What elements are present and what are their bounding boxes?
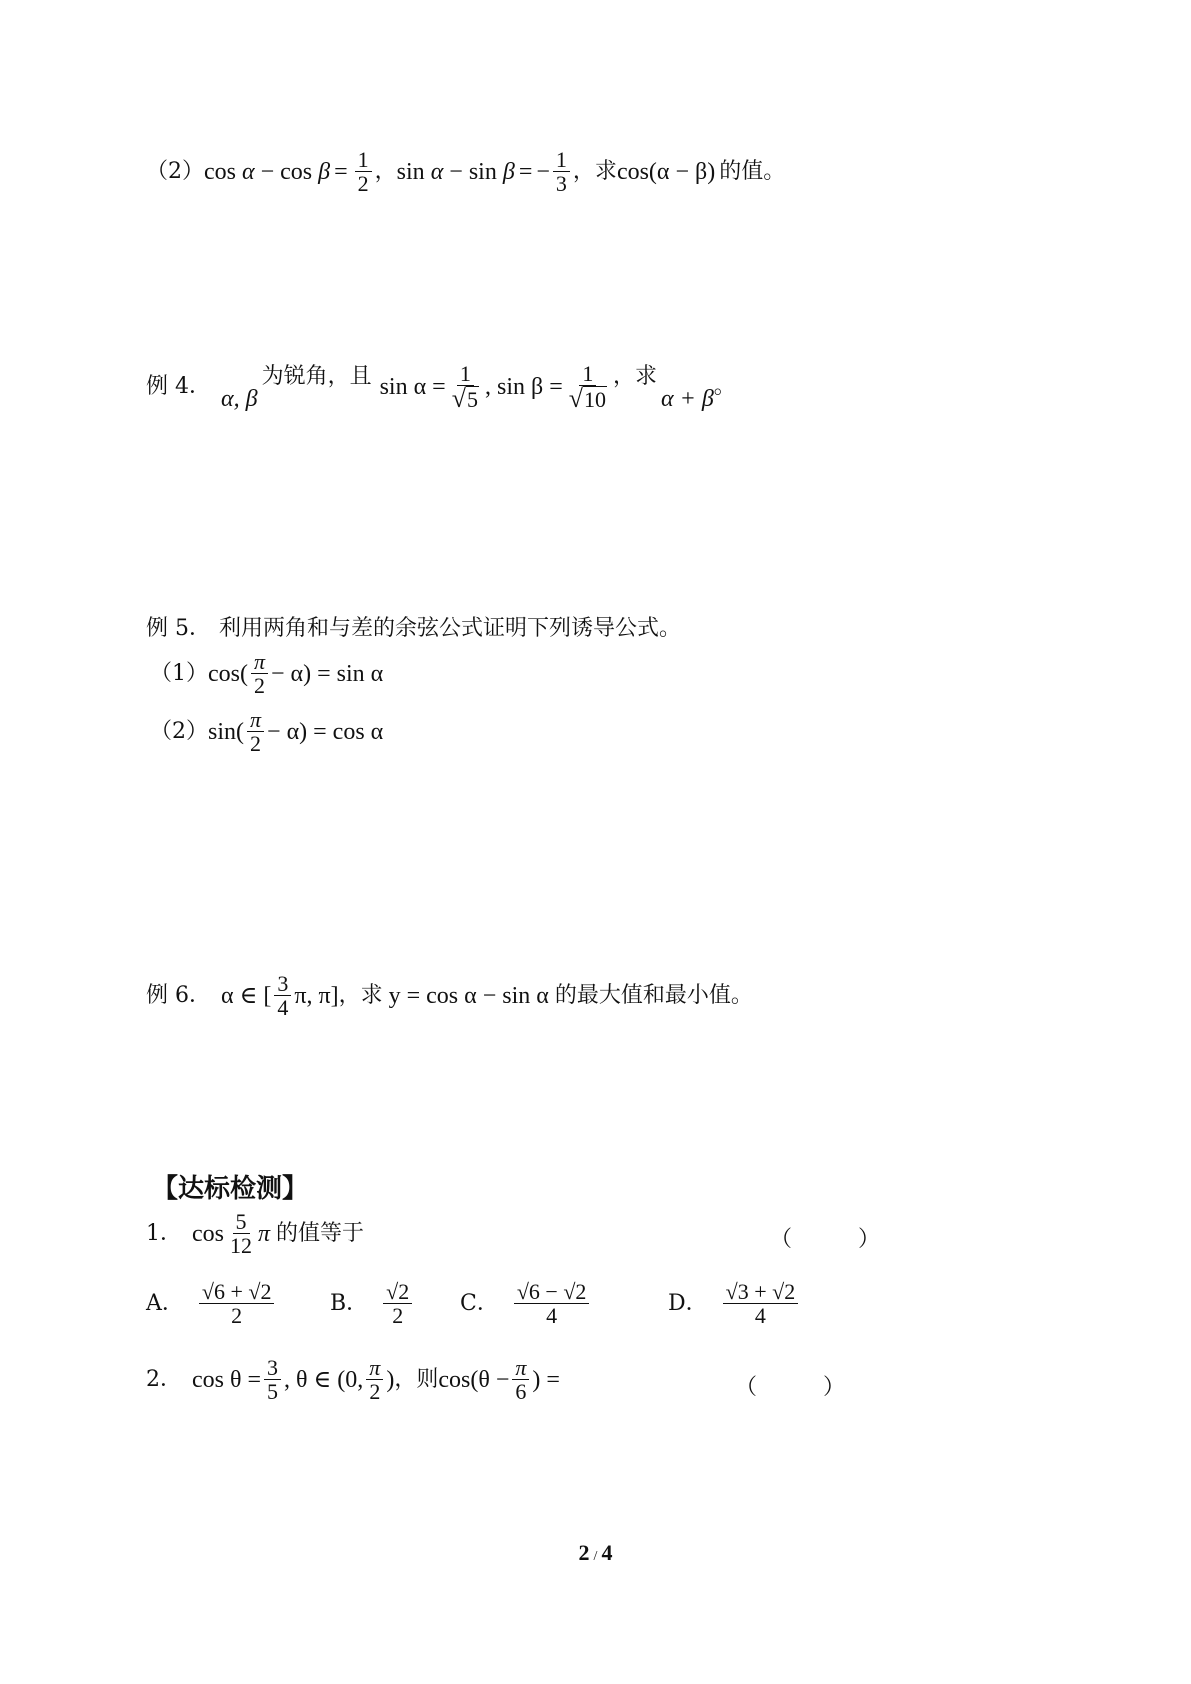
item1-post: − α) = sin α: [271, 660, 384, 687]
range-end: π, π]: [294, 982, 339, 1009]
example5-item1: [150, 650, 383, 697]
example4-text2: ，求: [613, 364, 658, 390]
q1-option-d[interactable]: [668, 1280, 801, 1327]
example6-line: [146, 972, 753, 1019]
problem2-line: [146, 148, 785, 195]
fraction-pi-over-2: $\frac{\pi}{2}$: [251, 650, 268, 697]
q2-pre: cos θ =: [192, 1366, 262, 1393]
fraction-pi-over-2: $\frac{\pi}{2}$: [247, 708, 264, 755]
fraction-one-over-sqrt5: $\frac{1}{√5}$: [451, 361, 478, 414]
fraction-one-over-sqrt10: $\frac{1}{√10}$: [568, 361, 607, 414]
section-title: 【达标检测】: [152, 1174, 309, 1204]
option-letter: D．: [668, 1290, 708, 1316]
item2-label: （2）: [150, 718, 208, 744]
equals-sign: =: [334, 158, 348, 185]
example4-vars: α, β: [221, 386, 258, 413]
current-page: 2: [578, 1540, 590, 1565]
q2-close: ): [386, 1366, 395, 1393]
q2-mid: , θ ∈ (0,: [284, 1366, 364, 1393]
item1-label: （1）: [150, 660, 208, 686]
fraction-three-quarters: $\frac{3}{4}$: [274, 972, 291, 1019]
cos-beta-term: cos β: [280, 158, 331, 185]
minus-sign: −: [260, 158, 275, 185]
q1-text: 的值等于: [276, 1220, 365, 1246]
q2-end: ) =: [532, 1366, 560, 1393]
sin-alpha-term: sin α: [396, 158, 444, 185]
fraction-one-half: $\frac{1}{2}$: [355, 148, 372, 195]
option-letter: A．: [146, 1290, 184, 1316]
item1-pre: cos(: [208, 660, 248, 687]
fraction-pi-over-6: $\frac{\pi}{6}$: [512, 1356, 529, 1403]
page-separator: /: [593, 1549, 598, 1564]
comma: ，: [374, 158, 397, 184]
example6-expr: y = cos α − sin α: [388, 982, 549, 1009]
q1-option-a[interactable]: [146, 1280, 277, 1327]
option-fraction: $\frac{√2}{2}$: [383, 1280, 412, 1327]
item2-post: − α) = cos α: [267, 718, 384, 745]
example6-text1: ，求: [338, 982, 383, 1008]
q1-option-c[interactable]: [460, 1280, 592, 1327]
option-fraction: $\frac{√6 - √2}{4}$: [514, 1280, 590, 1327]
comma: ，: [572, 158, 595, 184]
problem2-label: （2）: [146, 158, 204, 184]
option-fraction: $\frac{√3 + √2}{4}$: [723, 1280, 799, 1327]
minus-sign: −: [449, 158, 463, 185]
example4-label: 例 4．: [146, 374, 211, 400]
ask-word: 求: [594, 158, 617, 184]
total-pages: 4: [601, 1540, 613, 1565]
negative-sign: −: [536, 158, 550, 185]
example4-line: [146, 362, 736, 412]
equals-sign: =: [518, 158, 533, 185]
example5-label: 例 5．: [146, 616, 211, 641]
option-letter: C．: [460, 1290, 499, 1316]
q1-line: [146, 1210, 364, 1257]
fraction-three-fifths: $\frac{3}{5}$: [264, 1356, 281, 1403]
item2-pre: sin(: [208, 718, 244, 745]
q1-option-b[interactable]: [330, 1280, 415, 1327]
target-expression: cos(α − β): [616, 158, 716, 185]
q2-label: 2．: [146, 1366, 182, 1392]
q1-pre: cos: [192, 1220, 224, 1247]
fraction-five-twelfths: $\frac{5}{12}$: [230, 1209, 252, 1259]
q1-label: 1．: [146, 1220, 182, 1246]
q1-answer-blank[interactable]: （ ）: [770, 1227, 881, 1252]
option-fraction: $\frac{√6 + √2}{2}$: [199, 1280, 275, 1327]
tail-text: 的值。: [719, 158, 786, 184]
q1-pi: π: [258, 1220, 271, 1247]
alpha-in: α ∈ [: [221, 982, 272, 1009]
example5-line: [146, 618, 681, 640]
example6-text2: 的最大值和最小值。: [554, 982, 753, 1008]
example4-end: 。: [713, 374, 736, 400]
q2-text: ，则: [394, 1366, 439, 1392]
example5-item2: [150, 708, 383, 755]
example4-target: α + β: [661, 386, 714, 413]
fraction-one-third: $\frac{1}{3}$: [553, 148, 570, 195]
sin-alpha-eq: sin α =: [379, 374, 446, 401]
example5-text: 利用两角和与差的余弦公式证明下列诱导公式。: [219, 616, 682, 641]
example4-text1: 为锐角，且: [261, 364, 372, 390]
example6-label: 例 6．: [146, 982, 211, 1008]
cos-alpha-term: cos α: [204, 158, 255, 185]
sin-beta-eq: , sin β =: [484, 374, 563, 401]
option-letter: B．: [330, 1290, 369, 1316]
q2-expr: cos(θ −: [438, 1366, 510, 1393]
q2-answer-blank[interactable]: （ ）: [735, 1375, 846, 1400]
page-number: [0, 1540, 1191, 1566]
fraction-pi-over-2: $\frac{\pi}{2}$: [366, 1356, 383, 1403]
sin-beta-term: sin β: [468, 158, 515, 185]
q2-line: [146, 1356, 560, 1403]
